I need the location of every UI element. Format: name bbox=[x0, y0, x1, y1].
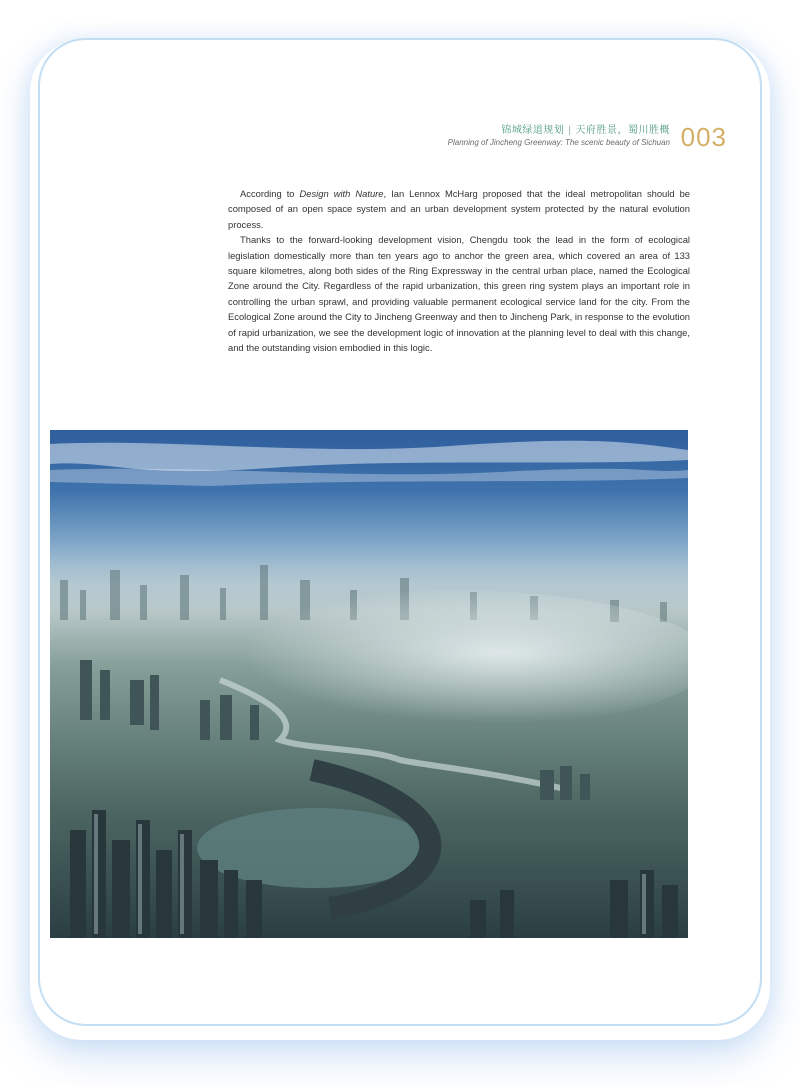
header-separator: | bbox=[568, 125, 572, 136]
header-subtitle-en: Planning of Jincheng Greenway: The scenic beauty of Sichuan bbox=[447, 138, 670, 147]
aerial-city-photo bbox=[50, 430, 688, 938]
photo-illustration bbox=[50, 430, 688, 938]
body-text bbox=[228, 186, 690, 355]
header-chinese-line bbox=[448, 124, 670, 137]
book-title: Design with Nature bbox=[299, 188, 384, 199]
p1-rest: , Ian Lennox McHarg proposed that the ideal metropolitan should be composed of an open space system and an urban development system protected by the natural evolution process. bbox=[228, 188, 690, 230]
header-subtitle-cn: 天府胜景，蜀川胜概 bbox=[575, 125, 670, 136]
paragraph-1 bbox=[228, 186, 690, 232]
mist bbox=[190, 590, 688, 730]
p1-prefix: According to bbox=[240, 188, 300, 199]
document-page bbox=[38, 38, 762, 1026]
paragraph-2: Thanks to the forward-looking development vision, Chengdu took the lead in the form of ecological legislation domestically more than ten years ago to anchor the green area, which covered an area of 133 square kilometres, along both sides of the Ring Expressway in the central urban place, named the Ecological Zone around the City. Regardless of the rapid urbanization, this green ring system plays an important role in controlling the urban sprawl, and providing valuable permanent ecological service land for the city. From the Ecological Zone around the City to Jincheng Greenway and then to Jincheng Park, in response to the evolution of rapid urbanization, we see the development logic of innovation at the planning level to deal with this change, and the outstanding vision embodied in this logic. bbox=[228, 234, 690, 354]
page-number: 003 bbox=[680, 122, 727, 152]
header-title-cn: 锦城绿道规划 bbox=[501, 125, 565, 136]
running-header bbox=[448, 124, 670, 148]
